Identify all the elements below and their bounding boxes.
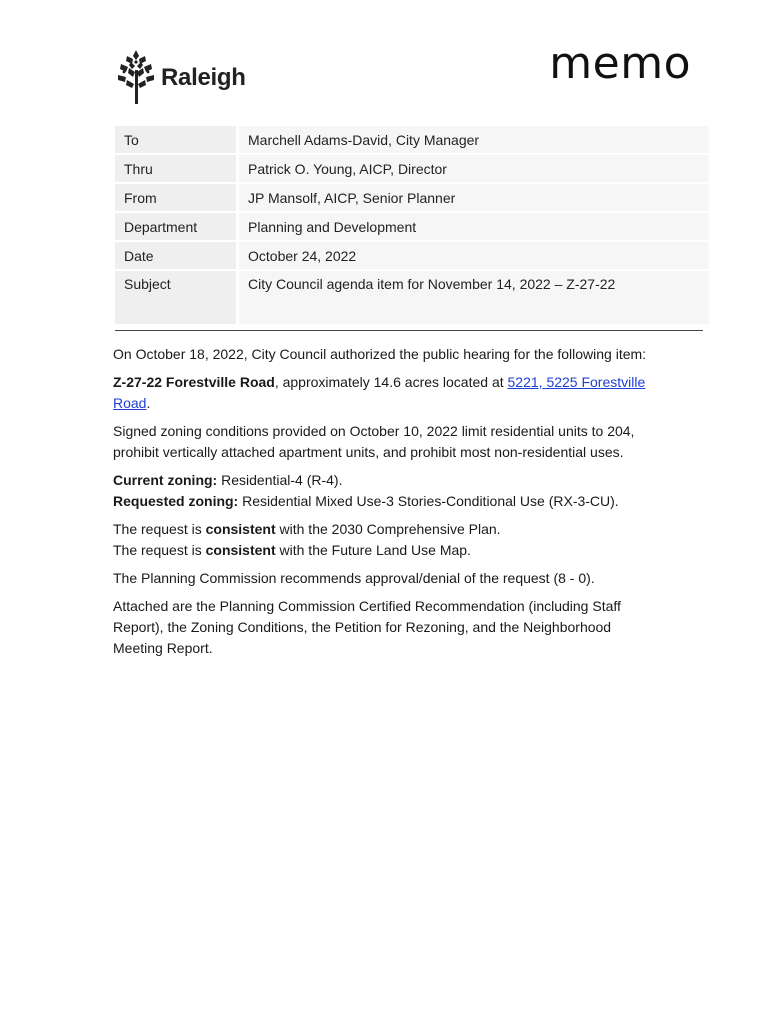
header-label: Department bbox=[115, 213, 236, 240]
attachments-paragraph: Attached are the Planning Commission Certified Recommendation (including Staff Report), the Zoning Conditions, the Petition for Rezoning, and the Neighborhood Meeting Report. bbox=[113, 598, 621, 656]
header-value: Planning and Development bbox=[239, 213, 709, 240]
consistency-text: The request is bbox=[113, 542, 206, 558]
requested-zoning-label: Requested zoning: bbox=[113, 493, 239, 509]
header-value: Patrick O. Young, AICP, Director bbox=[239, 155, 709, 182]
consistency-bold: consistent bbox=[205, 542, 276, 558]
header-label: Date bbox=[115, 242, 236, 269]
zoning-paragraph bbox=[113, 470, 653, 512]
header-row-from bbox=[115, 184, 709, 211]
header-row-subject bbox=[115, 271, 709, 324]
header-value: City Council agenda item for November 14, 2022 – Z-27-22 bbox=[239, 271, 709, 324]
consistency-text: The request is bbox=[113, 521, 206, 537]
intro-paragraph: On October 18, 2022, City Council authorized the public hearing for the following item: bbox=[113, 346, 647, 362]
current-zoning-value: Residential-4 (R-4). bbox=[217, 472, 343, 488]
requested-zoning-value: Residential Mixed Use-3 Stories-Conditional Use (RX-3-CU). bbox=[238, 493, 619, 509]
header-row-department bbox=[115, 213, 709, 240]
header-label: Subject bbox=[115, 271, 236, 324]
consistency-paragraph bbox=[113, 519, 653, 561]
conditions-paragraph: Signed zoning conditions provided on October 10, 2022 limit residential units to 204, prohibit vertically attached apartment units, and prohibit most non-residential uses. bbox=[113, 423, 635, 460]
consistency-text: with the Future Land Use Map. bbox=[275, 542, 471, 558]
raleigh-logo bbox=[115, 48, 246, 106]
header-row-to bbox=[115, 126, 709, 153]
document-type-heading: memo bbox=[549, 38, 691, 89]
recommendation-paragraph: The Planning Commission recommends approval/denial of the request (8 - 0). bbox=[113, 570, 595, 586]
header-value: October 24, 2022 bbox=[239, 242, 709, 269]
header-label: From bbox=[115, 184, 236, 211]
consistency-text: with the 2030 Comprehensive Plan. bbox=[275, 521, 501, 537]
header-row-thru bbox=[115, 155, 709, 182]
header-row-date bbox=[115, 242, 709, 269]
case-paragraph bbox=[113, 372, 653, 414]
memo-header-table bbox=[115, 124, 709, 326]
case-title: Z-27-22 Forestville Road bbox=[113, 374, 275, 390]
logo-wordmark: Raleigh bbox=[161, 64, 246, 91]
memo-body bbox=[113, 344, 653, 666]
header-divider bbox=[115, 330, 703, 331]
header-value: JP Mansolf, AICP, Senior Planner bbox=[239, 184, 709, 211]
case-end: . bbox=[146, 395, 151, 411]
header-label: Thru bbox=[115, 155, 236, 182]
header-value: Marchell Adams-David, City Manager bbox=[239, 126, 709, 153]
consistency-bold: consistent bbox=[205, 521, 276, 537]
oak-tree-icon bbox=[115, 48, 159, 106]
current-zoning-label: Current zoning: bbox=[113, 472, 218, 488]
header-label: To bbox=[115, 126, 236, 153]
property-address-link[interactable]: 5221, 5225 Forestville Road bbox=[113, 374, 646, 411]
case-text: , approximately 14.6 acres located at bbox=[274, 374, 508, 390]
